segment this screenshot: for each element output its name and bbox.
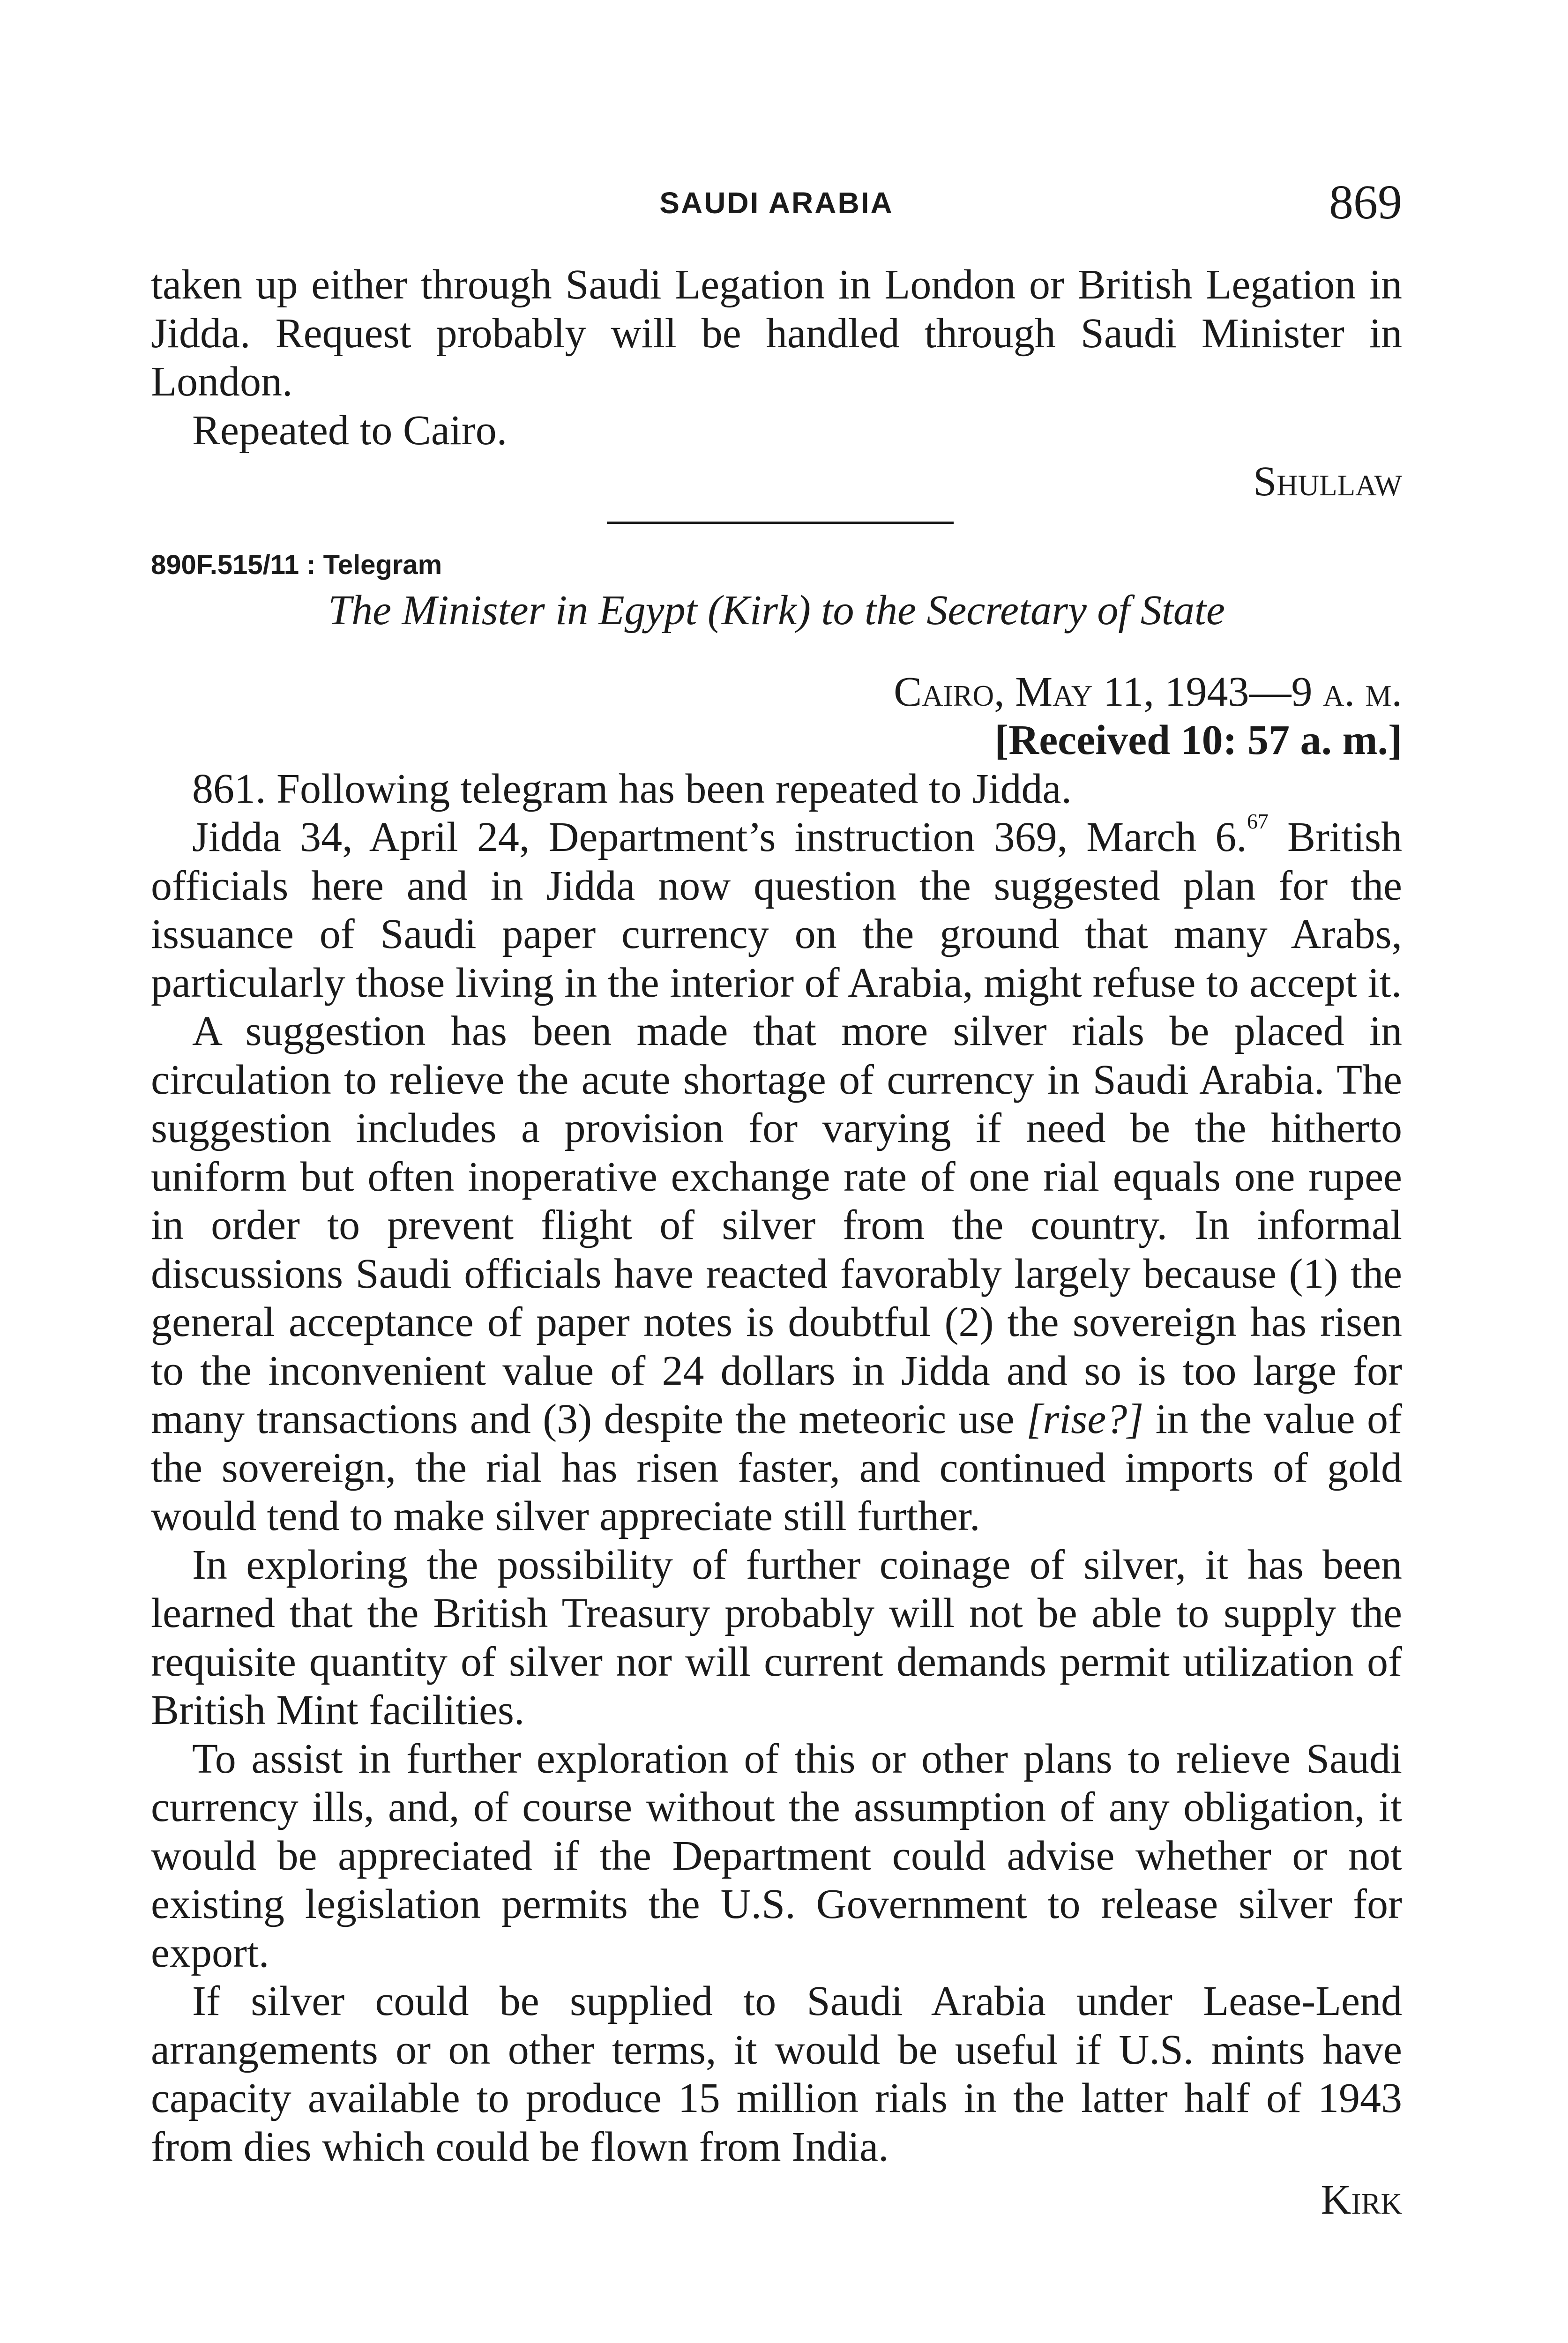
dateline (151, 668, 1402, 716)
paragraph-3 (151, 1007, 1402, 1541)
signature-kirk: Kirk (1321, 2177, 1402, 2223)
paragraph-3-text-b: in the value of the sovereign, the rial has risen faster, and continued imports of gold would tend to make silver appreciate still further. (151, 1396, 1402, 1539)
paragraph-4: In exploring the possibility of further coinage of silver, it has been learned that the British Treasury probably will not be able to supply the requisite quantity of silver nor will current demands permit utilization of British Mint facilities. (151, 1541, 1402, 1733)
telegram (151, 549, 1402, 2224)
editorial-insert: [rise?] (1026, 1396, 1144, 1442)
document-title: The Minister in Egypt (Kirk) to the Secretary of State (328, 587, 1225, 634)
received-stamp: [Received 10: 57 a. m.] (994, 717, 1402, 763)
running-head: SAUDI ARABIA (659, 186, 894, 220)
signature-shullaw: Shullaw (1253, 458, 1402, 505)
paragraph-3-text-a: A suggestion has been made that more silver rials be placed in circulation to relieve the acute shortage of currency in Saudi Arabia. The suggestion includes a provision for varying if need be the hitherto uniform but often inoperative exchange rate of one rial equals one rupee in order to prevent flight of silver from the country. In informal discussions Saudi officials have reacted favorably largely because (1) the general acceptance of paper notes is doubtful (2) the sovereign has risen to the inconvenient value of 24 dollars in Jidda and so is too large for many transactions and (3) despite the meteoric use (151, 1008, 1402, 1442)
continuation-block (151, 261, 1402, 506)
continuation-paragraph: taken up either through Saudi Legation in London or British Legation in Jidda. Request probably will be handled through Saudi Minister in London. (151, 261, 1402, 405)
dateline-text: Cairo, May 11, 1943—9 a. m. (894, 668, 1402, 715)
paragraph-6: If silver could be supplied to Saudi Arabia under Lease-Lend arrangements or on other terms, it would be useful if U.S. mints have capacity available to produce 15 million rials in the latter half of 1943 from dies which could be flown from India. (151, 1978, 1402, 2170)
paragraph-1 (151, 765, 1402, 813)
repeated-note: Repeated to Cairo. (192, 407, 508, 454)
paragraph-1-text: 861. Following telegram has been repeated to Jidda. (192, 765, 1072, 812)
page-number: 869 (1329, 175, 1402, 229)
paragraph-2 (151, 809, 1402, 1007)
paragraph-2-text: Jidda 34, April 24, Department’s instruction 369, March 6. (192, 814, 1247, 860)
footnote-reference[interactable]: 67 (1247, 809, 1269, 833)
page-header (151, 175, 1402, 235)
file-number: 890F.515/11 : Telegram (151, 550, 442, 580)
paragraph-2-rest: British officials here and in Jidda now question the suggested plan for the issuance of Saudi paper currency on the ground that many Arabs, particularly those living in the interior of Arabia, might refuse to accept it. (151, 814, 1402, 1006)
paragraph-5: To assist in further exploration of this or other plans to relieve Saudi currency ills, and, of course without the assumption of any obligation, it would be appreciated if the Department could advise whether or not existing legislation permits the U.S. Government to release silver for export. (151, 1735, 1402, 1976)
section-divider (607, 522, 954, 524)
